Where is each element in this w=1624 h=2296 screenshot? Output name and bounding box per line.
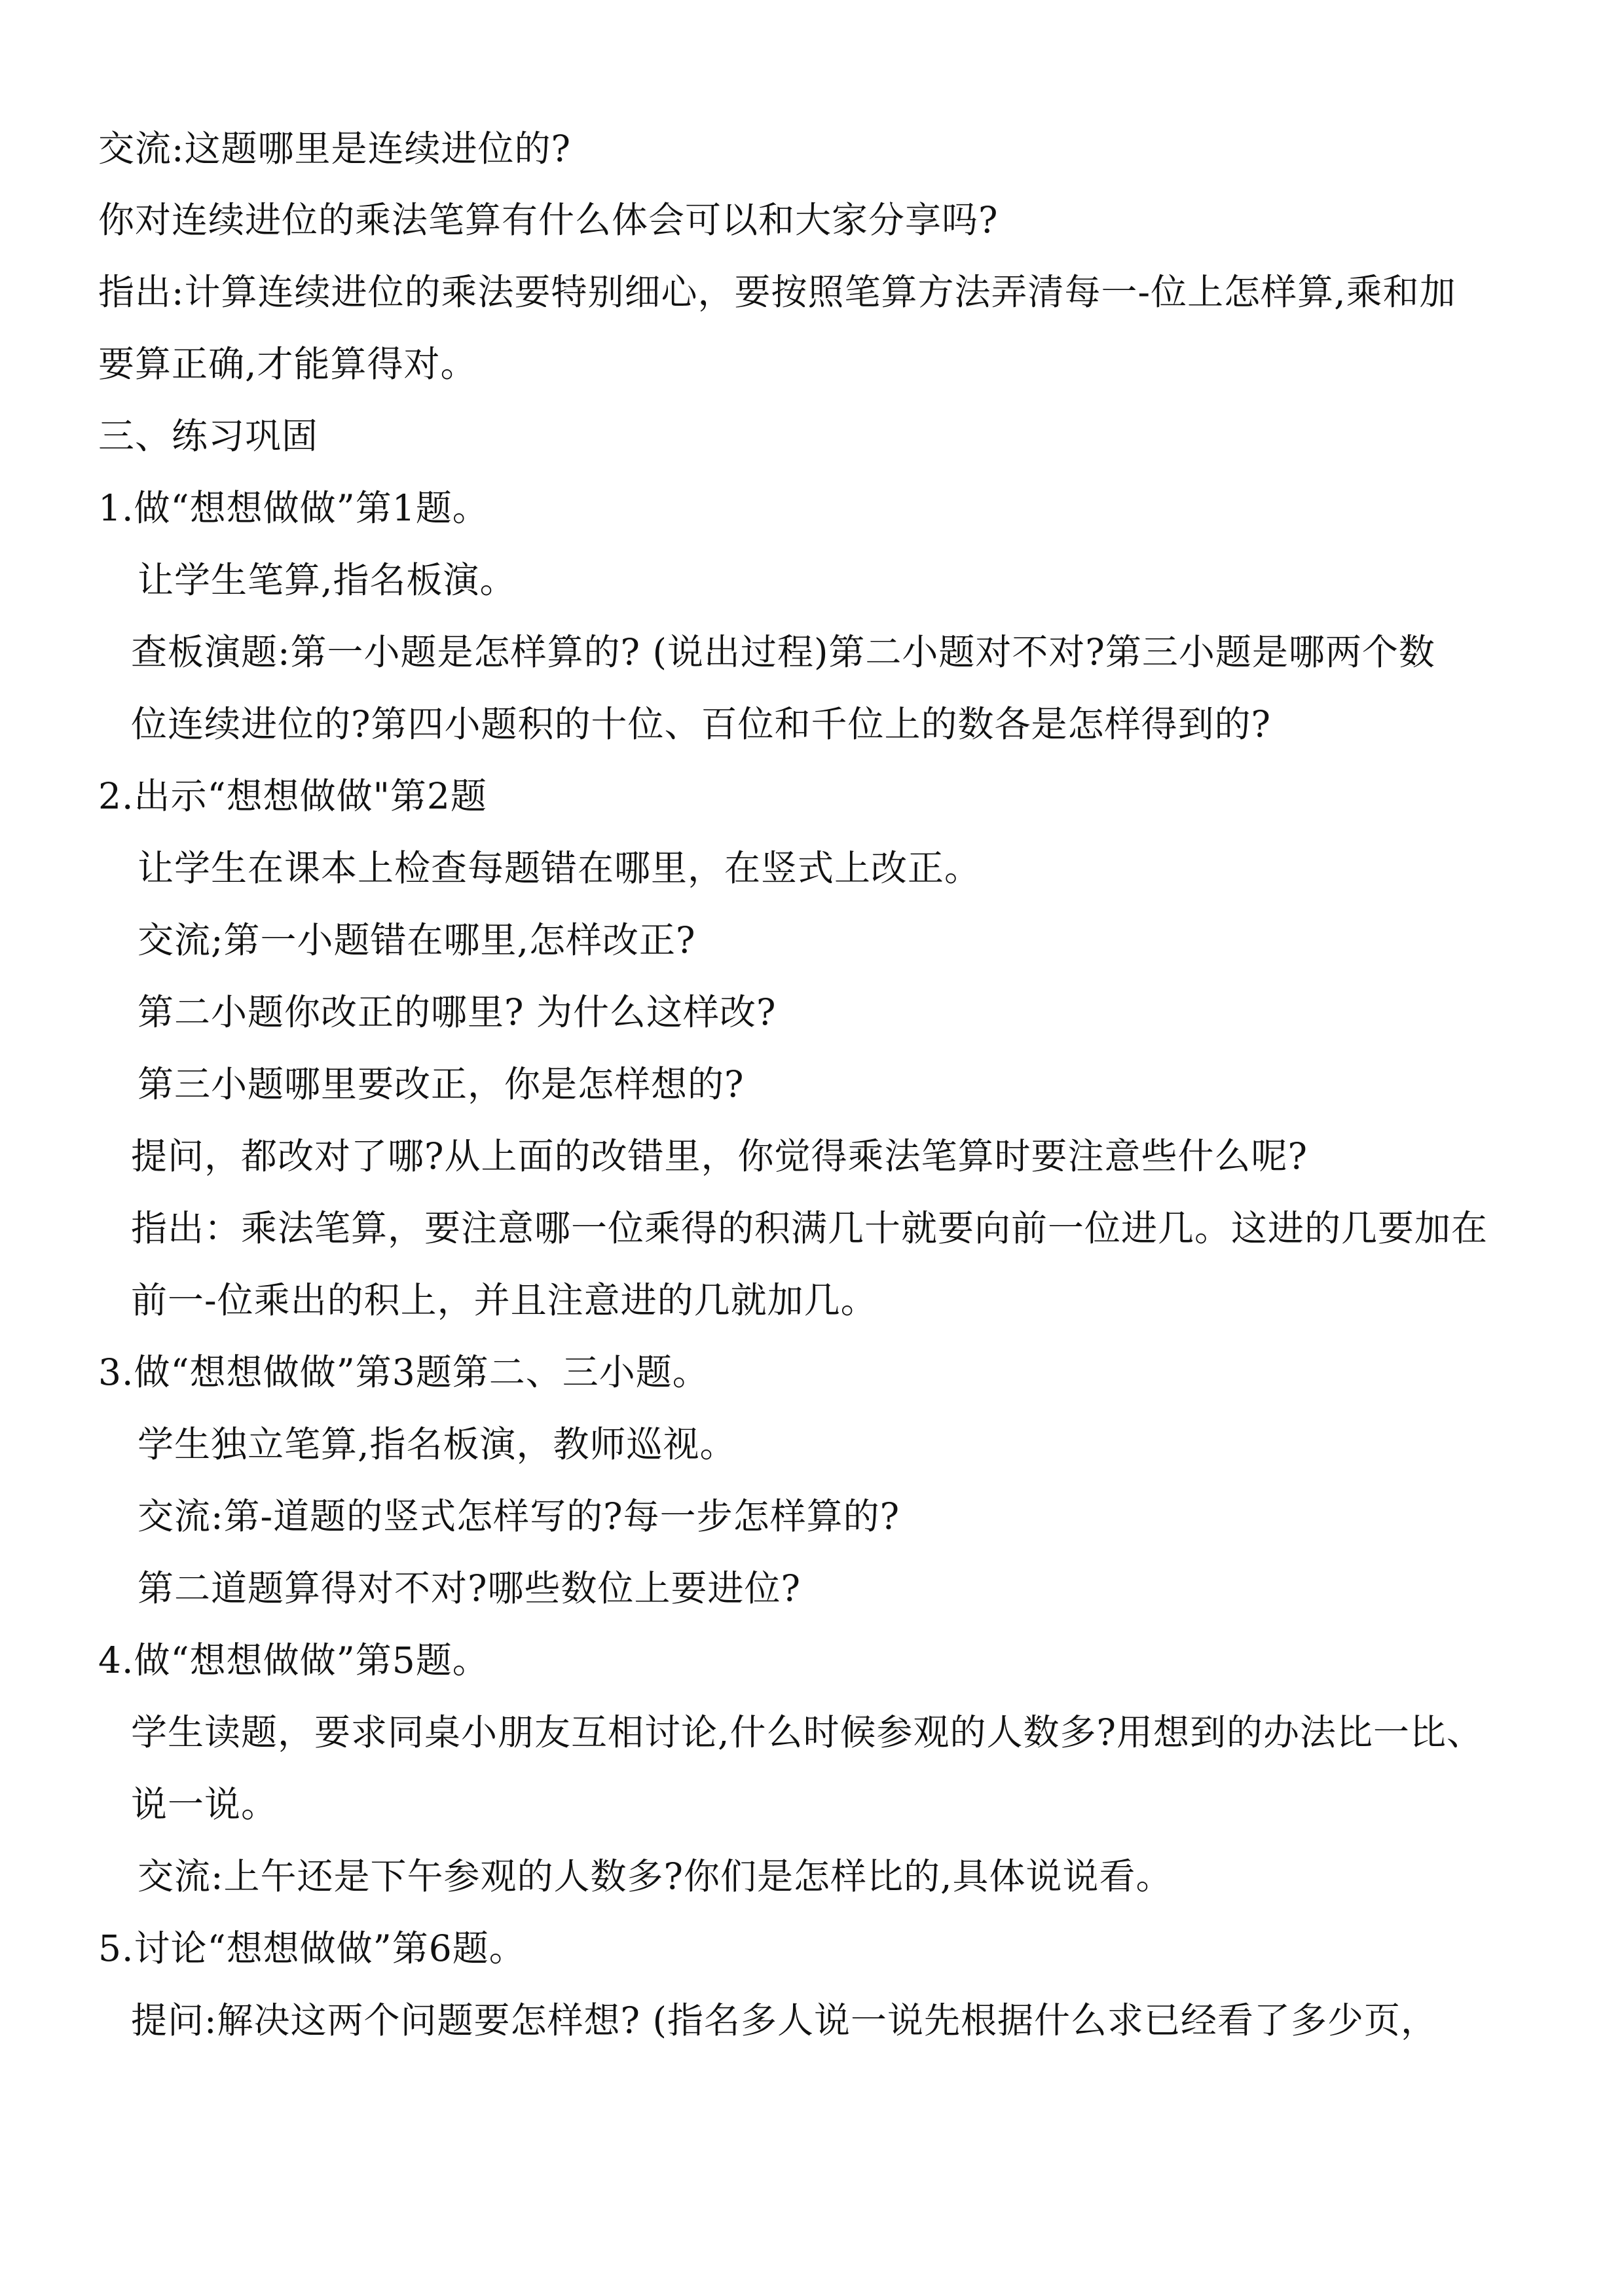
- text-line-exchange-consecutive-carry: 交流:这题哪里是连续进位的?: [98, 128, 572, 170]
- text-line-talk-about: 说一说。: [131, 1783, 278, 1825]
- text-line-check-errors: 让学生在课本上检查每题错在哪里，在竖式上改正。: [138, 847, 982, 889]
- text-line-check-board-problems: 查板演题:第一小题是怎样算的? (说出过程)第二小题对不对?第三小题是哪两个数: [131, 631, 1435, 673]
- text-line-independent-calc: 学生独立笔算,指名板演，教师巡视。: [138, 1423, 737, 1465]
- text-line-second-problem-fix: 第二小题你改正的哪里? 为什么这样改?: [138, 991, 777, 1033]
- text-line-morning-or-afternoon: 交流:上午还是下午参观的人数多?你们是怎样比的,具体说说看。: [138, 1855, 1173, 1897]
- text-line-second-problem-carry: 第二道题算得对不对?哪些数位上要进位?: [138, 1567, 801, 1609]
- section-heading-practice: 三、练习巩固: [98, 415, 319, 457]
- list-item-1-heading: 1.做“想想做做”第1题。: [98, 487, 489, 529]
- text-line-student-written-calc: 让学生笔算,指名板演。: [138, 559, 517, 601]
- text-line-add-carry: 前一-位乘出的积上，并且注意进的几就加几。: [131, 1279, 877, 1321]
- text-line-calculate-correctly: 要算正确,才能算得对。: [98, 343, 477, 385]
- list-item-2-heading: 2.出示“想想做做"第2题: [98, 775, 487, 817]
- text-line-share-experience: 你对连续进位的乘法笔算有什么体会可以和大家分享吗?: [98, 199, 999, 241]
- text-line-point-out-carry-rule: 指出：乘法笔算，要注意哪一位乘得的积满几十就要向前一位进几。这进的几要加在: [131, 1207, 1488, 1249]
- text-line-fourth-problem-product: 位连续进位的?第四小题积的十位、百位和千位上的数各是怎样得到的?: [131, 703, 1271, 745]
- text-line-point-out-careful: 指出:计算连续进位的乘法要特别细心，要按照笔算方法弄清每一-位上怎样算,乘和加: [98, 271, 1456, 313]
- list-item-5-heading: 5.讨论“想想做做”第6题。: [98, 1927, 526, 1969]
- text-line-third-problem-fix: 第三小题哪里要改正，你是怎样想的?: [138, 1063, 745, 1105]
- text-line-first-problem-error: 交流;第一小题错在哪里,怎样改正?: [138, 919, 696, 961]
- text-line-first-problem-vertical: 交流:第-道题的竖式怎样写的?每一步怎样算的?: [138, 1495, 900, 1537]
- text-line-question-attention: 提问，都改对了哪?从上面的改错里，你觉得乘法笔算时要注意些什么呢?: [131, 1135, 1308, 1177]
- text-line-how-to-solve: 提问:解决这两个问题要怎样想? (指名多人说一说先根据什么求已经看了多少页，: [131, 1999, 1437, 2041]
- list-item-3-heading: 3.做“想想做做”第3题第二、三小题。: [98, 1351, 709, 1393]
- text-line-read-and-discuss: 学生读题，要求同桌小朋友互相讨论,什么时候参观的人数多?用想到的办法比一比、: [131, 1711, 1483, 1753]
- list-item-4-heading: 4.做“想想做做”第5题。: [98, 1639, 489, 1681]
